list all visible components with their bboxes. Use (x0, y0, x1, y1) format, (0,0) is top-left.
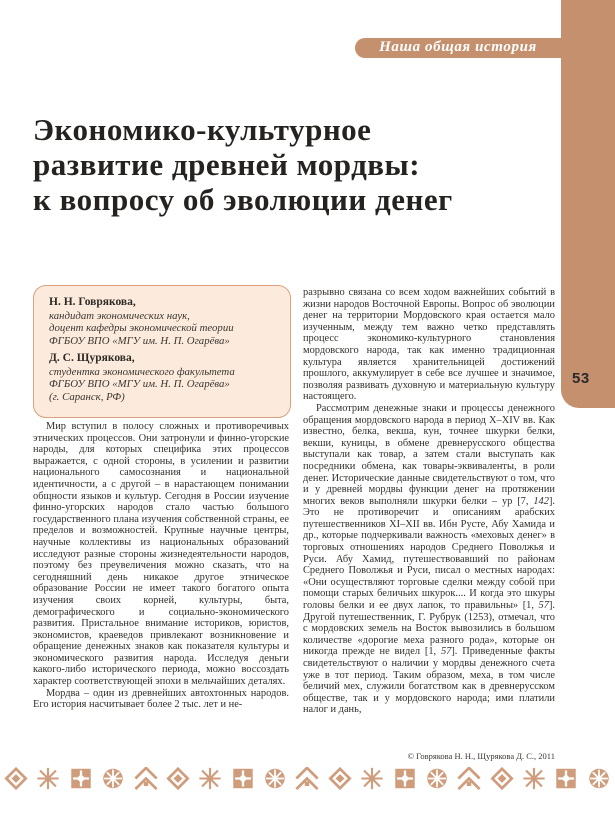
ornament-motif-icon (99, 767, 127, 790)
author-name: Д. С. Щурякова, (49, 352, 135, 365)
article-title (33, 112, 573, 217)
ornament-motif-icon (358, 767, 386, 790)
ornament-motif-icon (423, 767, 451, 790)
author-affiliation: кандидат экономических наук, (49, 309, 190, 322)
citation-page-italic: 57 (440, 646, 452, 658)
body-column-right (303, 287, 555, 716)
title-line: Экономико-культурное (33, 112, 372, 147)
copyright-line: © Говрякова Н. Н., Щурякова Д. С., 2011 (407, 751, 555, 761)
ornament-motif-icon (196, 767, 224, 790)
body-column-left (33, 421, 289, 711)
ornament-motif-icon (261, 767, 289, 790)
ornament-border (0, 766, 615, 790)
ornament-motif-icon (34, 767, 62, 790)
section-banner-label: Наша общая история (379, 39, 537, 55)
ornament-motif-icon (67, 767, 95, 790)
body-paragraph (303, 403, 555, 716)
body-text-run: разрывно связана со всем ходом важнейших событий в жизни народов Восточной Европы. Вопрос об эволюции денег на территории Мордовского края остается мало изученным, между тем важно четко представлять процесс экономико-культурного становления мордовского народа, так как именно традиционная культура является хранительницей достижений прошлого, аккумулирует в себе все лучшее и значимое, позволяя развивать духовную и материальную культуру настоящего. (303, 287, 555, 403)
body-paragraph (33, 688, 289, 711)
body-text-run: Мир вступил в полосу сложных и противоречивых этнических процессов. Они затронули и финно-угорские народы, для которых специфика этих процессов выражается, с одной стороны, в усилении и развитии национального самосознания и национальной идентичности, а с другой – в нарастающем понимании общности языков и культур. Сегодня в России изучение финно-угорских народов стало частью большого государственного плана изучения собственной страны, ее пределов и возможностей. Крупные научные центры, научные коллективы из национальных образований исследуют разные стороны жизнедеятельности народов, поэтому без преувеличения можно сказать, что на сегодняшний день никакое другое этническое образование России не имеет такого богатого опыта изучения своих корней, культуры, быта, демографического и социально-экономического развития. Пристальное внимание историков, юристов, экономистов, краеведов привлекают возникновение и обращение денежных знаков как показателя культуры и экономического развития народа. Исследуя деньги какого-либо исторического периода, можно воссоздать характер соответствующей эпохи в мельчайших деталях. (33, 421, 289, 688)
section-banner (355, 38, 615, 58)
author-block (49, 296, 275, 347)
author-affiliation: доцент кафедры экономической теории (49, 322, 234, 335)
body-paragraph (33, 421, 289, 688)
body-text-run: ]. Это не противоречит и описаниям арабских путешественников XI–XII вв. Ибн Русте, Абу Хамида и др., которые подчеркивали важность «меховых денег» в торговых отношениях народов Среднего Поволжья и Руси. Абу Хамид, путешествовавший по районам Среднего Поволжья и Руси, писал о местных народах: «Они осуществляют торговые сделки между собой при помощи старых беличьих шкурок.... И когда это шкуры головы белки и ее двух лапок, то правильны» [1, (303, 495, 555, 612)
ornament-motif-icon (520, 767, 548, 790)
ornament-motif-icon (585, 767, 613, 790)
ornament-motif-icon (552, 767, 580, 790)
ornament-motif-icon (132, 767, 160, 790)
ornament-motif-icon (229, 767, 257, 790)
author-affiliation: ФГБОУ ВПО «МГУ им. Н. П. Огарёва» (49, 334, 230, 347)
title-line: к вопросу об эволюции денег (33, 182, 453, 217)
author-affiliation: студентка экономического факультета (49, 365, 235, 378)
author-affiliation: (г. Саранск, РФ) (49, 390, 125, 403)
ornament-motif-icon (455, 767, 483, 790)
title-line: развитие древней мордвы: (33, 147, 421, 182)
ornament-motif-icon (293, 767, 321, 790)
ornament-motif-icon (488, 767, 516, 790)
author-block (49, 352, 275, 403)
body-paragraph (303, 287, 555, 403)
body-text-run: ]. Другой путешественник, Г. Рубрук (1253), отмечал, что с мордовских земель на Восток вывозились в большом количестве «дорогие меха разного рода», которые он никогда прежде не видел [1, (303, 600, 555, 658)
ornament-motif-icon (326, 767, 354, 790)
body-text-run: Мордва – один из древнейших автохтонных народов. Его история насчитывает более 2 тыс. лет и не- (33, 687, 289, 711)
ornament-motif-icon (391, 767, 419, 790)
citation-page-italic: 142 (533, 495, 549, 507)
authors-box (33, 285, 291, 418)
body-text-run: ]. Приведенные факты свидетельствуют о наличии у мордвы денежного счета уже в тот период. Таким образом, меха, в том числе беличий мех, служили богатством как в древнерусском обществе, так и у мордовского народа; ими платили налог и дань, (303, 646, 555, 716)
body-text-run: Рассмотрим денежные знаки и процессы денежного обращения мордовского народа в период X–XIV вв. Как известно, белка, векша, кун, точнее шкурки белки, векши, куницы, в обмене древнерусского общества выступали как товар, а затем стали выступать как посредники обмена, как товары-эквиваленты, в роли денег. Исторические данные свидетельствуют о том, что и у древней мордвы функции денег на протяжении многих веков выполняли шкурки белки – ур [7, (303, 402, 555, 507)
ornament-motif-icon (164, 767, 192, 790)
author-name: Н. Н. Говрякова, (49, 296, 136, 308)
author-affiliation: ФГБОУ ВПО «МГУ им. Н. П. Огарёва» (49, 378, 230, 391)
ornament-motif-icon (2, 767, 30, 790)
page-number: 53 (572, 370, 590, 387)
citation-page-italic: 57 (538, 600, 549, 612)
